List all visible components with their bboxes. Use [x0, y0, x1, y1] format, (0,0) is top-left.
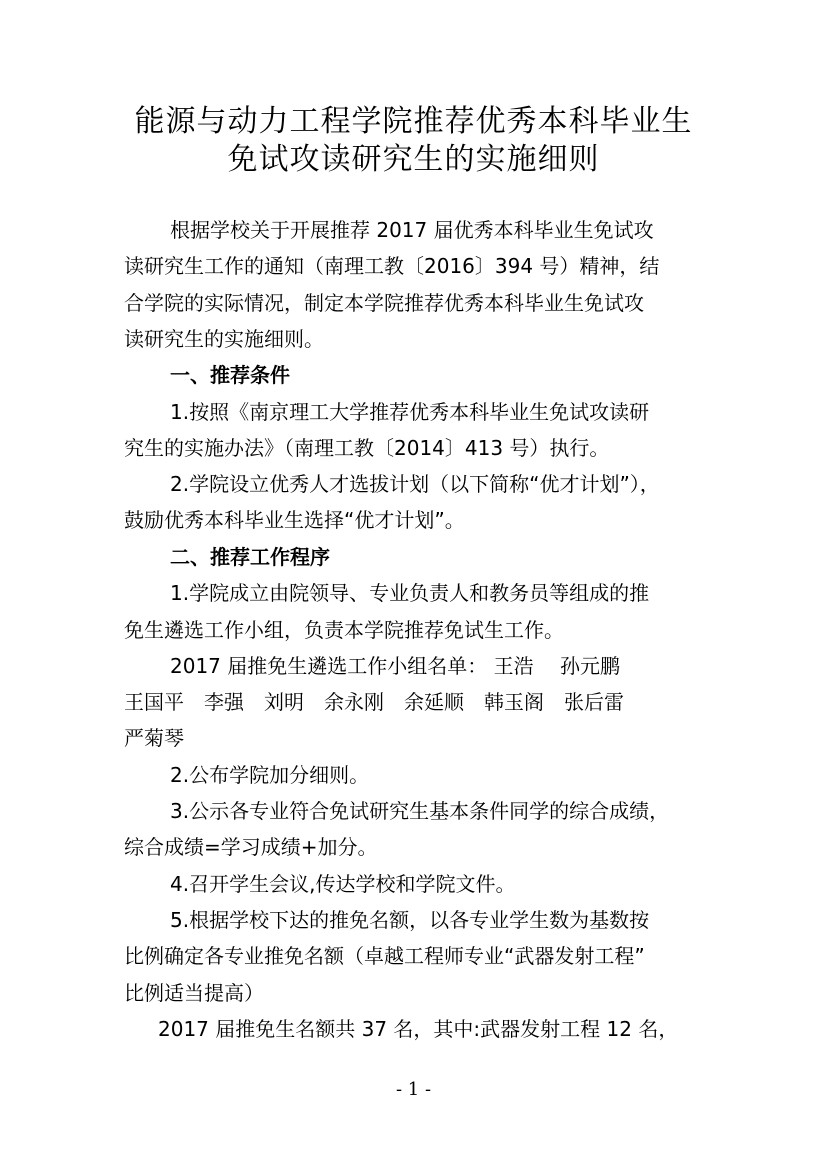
condition-item-2-line-2: 鼓励优秀本科毕业生选择“优才计划”。	[124, 508, 465, 532]
condition-item-1-line-2: 究生的实施办法》（南理工教〔2014〕413 号）执行。	[124, 436, 610, 460]
page-number: - 1 -	[395, 1079, 432, 1100]
procedure-item-3-line-2: 综合成绩=学习成绩+加分。	[124, 835, 378, 859]
intro-paragraph-line-3: 合学院的实际情况，制定本学院推荐优秀本科毕业生免试攻	[124, 291, 644, 315]
procedure-item-2: 2.公布学院加分细则。	[170, 763, 370, 787]
intro-paragraph-line-4: 读研究生的实施细则。	[124, 327, 324, 351]
procedure-item-5-line-3: 比例适当提高）	[124, 981, 264, 1005]
document-title-line-2: 免试攻读研究生的实施细则	[227, 142, 600, 177]
document-title-line-1: 能源与动力工程学院推荐优秀本科毕业生	[134, 104, 693, 139]
condition-item-1-line-1: 1.按照《南京理工大学推荐优秀本科毕业生免试攻读研	[170, 400, 650, 424]
procedure-item-5-line-1: 5.根据学校下达的推免名额，以各专业学生数为基数按	[170, 908, 650, 932]
procedure-item-4: 4.召开学生会议,传达学校和学院文件。	[170, 872, 516, 896]
procedure-item-5-line-2: 比例确定各专业推免名额（卓越工程师专业“武器发射工程”	[124, 944, 645, 968]
committee-list-line-3: 严菊琴	[124, 726, 184, 750]
intro-paragraph-line-2: 读研究生工作的通知（南理工教〔2016〕394 号）精神，结	[124, 254, 660, 278]
procedure-item-3-line-1: 3.公示各专业符合免试研究生基本条件同学的综合成绩，	[170, 799, 670, 823]
procedure-item-1-line-1: 1.学院成立由院领导、专业负责人和教务员等组成的推	[170, 581, 650, 605]
condition-item-2-line-1: 2.学院设立优秀人才选拔计划（以下简称“优才计划”），	[170, 472, 660, 496]
quota-paragraph-line-1: 2017 届推免生名额共 37 名，其中:武器发射工程 12 名，	[158, 1017, 679, 1041]
section-heading-recommendation-procedure: 二、推荐工作程序	[170, 545, 330, 569]
committee-list-line-2: 王国平 李强 刘明 余永刚 余延顺 韩玉阁 张后雷	[124, 690, 624, 714]
section-heading-recommendation-conditions: 一、推荐条件	[170, 363, 290, 387]
committee-list-line-1: 2017 届推免生遴选工作小组名单： 王浩 孙元鹏	[170, 654, 620, 678]
procedure-item-1-line-2: 免生遴选工作小组，负责本学院推荐免试生工作。	[124, 618, 564, 642]
intro-paragraph-line-1: 根据学校关于开展推荐 2017 届优秀本科毕业生免试攻	[170, 218, 654, 242]
